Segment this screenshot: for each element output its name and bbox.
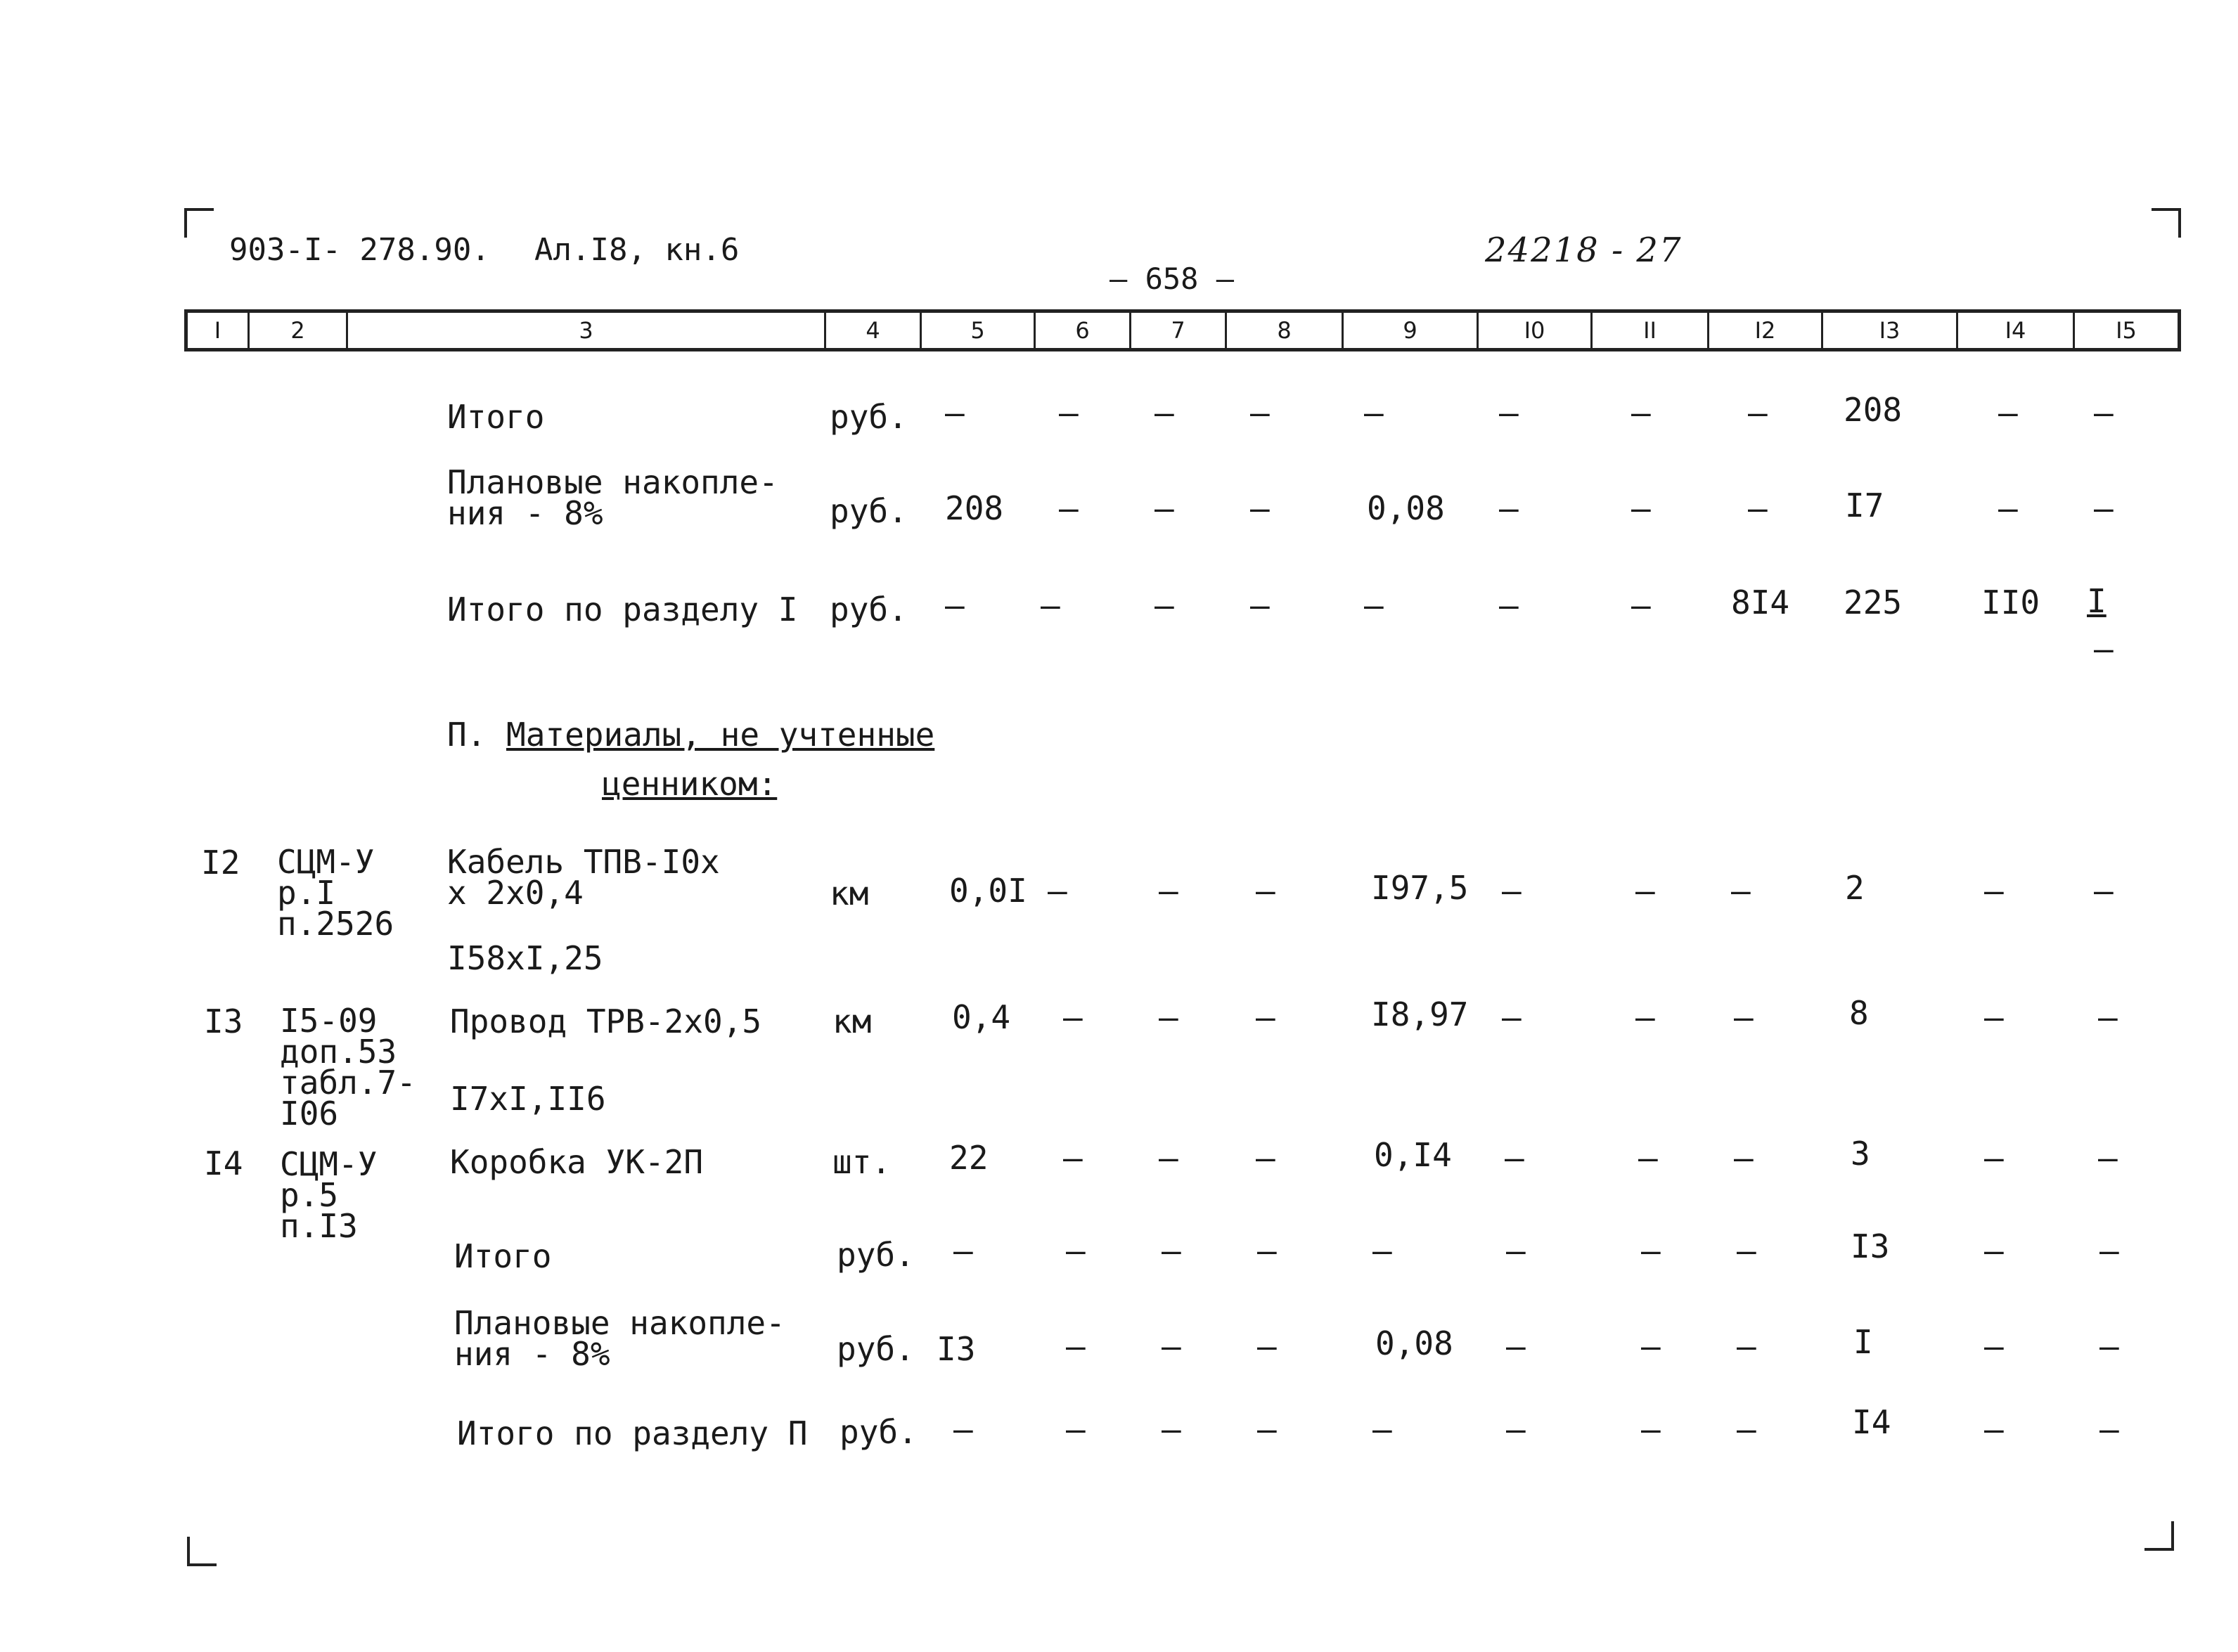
cell-c7: – bbox=[1162, 1410, 1181, 1448]
cell-c15: – bbox=[2099, 1327, 2119, 1365]
col-header-4: 4 bbox=[826, 313, 922, 348]
cell-c9: 0,08 bbox=[1375, 1324, 1453, 1362]
row-name-line2: ния - 8% bbox=[454, 1335, 610, 1373]
cell-c15: – bbox=[2094, 872, 2114, 910]
cell-c15: – bbox=[2098, 1139, 2118, 1177]
col-header-9: 9 bbox=[1344, 313, 1479, 348]
album-reference: Ал.I8, кн.6 bbox=[534, 232, 740, 268]
cell-c12: 8I4 bbox=[1731, 583, 1790, 621]
cell-c6: – bbox=[1066, 1232, 1086, 1270]
item-ref-line3: табл.7- bbox=[280, 1064, 416, 1102]
cell-c9: – bbox=[1372, 1410, 1392, 1448]
cell-c13: I7 bbox=[1845, 486, 1884, 524]
cell-c14: – bbox=[1984, 1327, 2004, 1365]
cell-c8: – bbox=[1250, 489, 1270, 527]
cell-c13: I4 bbox=[1852, 1403, 1891, 1441]
cell-c9: 0,08 bbox=[1367, 489, 1445, 527]
item-ref-line1: СЦМ-У bbox=[277, 843, 375, 881]
cell-c13: I3 bbox=[1851, 1227, 1890, 1265]
cell-c6: – bbox=[1066, 1410, 1086, 1448]
item-calc: I58хI,25 bbox=[447, 939, 603, 977]
cell-c15: – bbox=[2099, 1232, 2119, 1270]
cell-c7: – bbox=[1155, 394, 1174, 432]
row-unit: руб. bbox=[830, 492, 908, 530]
cell-c11: – bbox=[1641, 1327, 1661, 1365]
row-name-line1: Плановые накопле- bbox=[454, 1304, 785, 1342]
cell-c5: 0,0I bbox=[949, 872, 1027, 910]
cell-c8: – bbox=[1256, 872, 1275, 910]
corner-mark-bottom-right bbox=[2144, 1521, 2174, 1551]
cell-c7: – bbox=[1159, 998, 1178, 1036]
item-number: I3 bbox=[204, 1002, 243, 1040]
cell-c14: – bbox=[1984, 1139, 2004, 1177]
col-header-6: 6 bbox=[1036, 313, 1131, 348]
col-header-2: 2 bbox=[250, 313, 348, 348]
col-header-3: 3 bbox=[348, 313, 826, 348]
col-header-13: I3 bbox=[1823, 313, 1958, 348]
cell-c14: II0 bbox=[1981, 583, 2040, 621]
cell-c15: – bbox=[2094, 489, 2114, 527]
cell-c5: – bbox=[945, 394, 965, 432]
col-header-15: I5 bbox=[2116, 317, 2137, 344]
item-unit: км bbox=[830, 875, 869, 912]
cell-c11: – bbox=[1635, 998, 1655, 1036]
corner-mark-top-left bbox=[184, 208, 214, 238]
col-header-7: 7 bbox=[1131, 313, 1227, 348]
cell-c12: – bbox=[1731, 872, 1751, 910]
item-name: Коробка УК-2П bbox=[450, 1143, 704, 1181]
cell-c7: – bbox=[1155, 489, 1174, 527]
cell-c7: – bbox=[1159, 872, 1178, 910]
item-ref-line2: доп.53 bbox=[280, 1033, 397, 1071]
page-number: — 658 — bbox=[1110, 262, 1235, 296]
cell-c5: 208 bbox=[945, 489, 1004, 527]
cell-c10: – bbox=[1499, 394, 1519, 432]
cell-c13: 208 bbox=[1844, 391, 1903, 429]
cell-c9: – bbox=[1372, 1232, 1392, 1270]
cell-c13: 3 bbox=[1851, 1135, 1870, 1173]
cell-c15: – bbox=[2099, 1410, 2119, 1448]
handwritten-number: 24218 - 27 bbox=[1485, 231, 1683, 270]
cell-c14: – bbox=[1984, 1232, 2004, 1270]
cell-c12: – bbox=[1734, 998, 1754, 1036]
col-header-12: I2 bbox=[1709, 313, 1823, 348]
cell-c7: – bbox=[1162, 1327, 1181, 1365]
cell-c9: I97,5 bbox=[1371, 869, 1469, 907]
cell-c5: 0,4 bbox=[952, 998, 1011, 1036]
row-name: Итого bbox=[447, 398, 545, 436]
item-unit: км bbox=[832, 1002, 872, 1040]
cell-c9: 0,I4 bbox=[1374, 1136, 1452, 1174]
row-name-line2: ния - 8% bbox=[447, 494, 603, 532]
col-header-10: I0 bbox=[1479, 313, 1593, 348]
cell-c10: – bbox=[1499, 489, 1519, 527]
cell-c14: – bbox=[1984, 1410, 2004, 1448]
column-header-bar bbox=[184, 309, 2181, 351]
col-header-1: I bbox=[188, 313, 250, 348]
section2-title-line1: Материалы, не учтенные bbox=[506, 716, 935, 754]
item-ref-line1: I5-09 bbox=[280, 1002, 378, 1040]
cell-c6: – bbox=[1059, 394, 1079, 432]
item-unit: шт. bbox=[832, 1143, 892, 1181]
cell-c15: – bbox=[2094, 394, 2114, 432]
item-ref-line4: I06 bbox=[280, 1095, 339, 1132]
row-unit: руб. bbox=[837, 1330, 915, 1368]
cell-c9: – bbox=[1364, 394, 1384, 432]
cell-c8: – bbox=[1257, 1327, 1277, 1365]
cell-c5: – bbox=[953, 1232, 973, 1270]
item-number: I4 bbox=[204, 1144, 243, 1182]
cell-c5: – bbox=[953, 1410, 973, 1448]
section2-title-prefix: П. bbox=[447, 716, 487, 754]
col-header-11: II bbox=[1593, 313, 1709, 348]
cell-c13: 8 bbox=[1849, 994, 1869, 1032]
cell-c8: – bbox=[1257, 1232, 1277, 1270]
row-name-line1: Плановые накопле- bbox=[447, 463, 778, 501]
cell-c12: – bbox=[1748, 489, 1768, 527]
item-ref-line2: р.5 bbox=[280, 1176, 339, 1214]
cell-c14: – bbox=[1984, 998, 2004, 1036]
document-code: 903-I- 278.90. bbox=[229, 232, 490, 268]
cell-c10: – bbox=[1506, 1327, 1526, 1365]
item-name-line2: х 2х0,4 bbox=[447, 874, 584, 912]
cell-c6: – bbox=[1066, 1327, 1086, 1365]
cell-c6: – bbox=[1041, 586, 1060, 624]
cell-c14: – bbox=[1998, 394, 2018, 432]
cell-c5: I3 bbox=[937, 1330, 976, 1368]
cell-c12: – bbox=[1737, 1232, 1756, 1270]
cell-c8: – bbox=[1250, 394, 1270, 432]
item-ref-line3: п.2526 bbox=[277, 905, 394, 943]
cell-c11: – bbox=[1631, 394, 1651, 432]
cell-c6: – bbox=[1048, 872, 1067, 910]
cell-c10: – bbox=[1506, 1232, 1526, 1270]
cell-c14: – bbox=[1998, 489, 2018, 527]
cell-c12: – bbox=[1734, 1139, 1754, 1177]
cell-c7: – bbox=[1159, 1139, 1178, 1177]
section2-title-line2: ценником: bbox=[602, 765, 778, 803]
cell-c11: – bbox=[1641, 1410, 1661, 1448]
row-name: Итого по разделу П bbox=[457, 1414, 808, 1452]
cell-c6: – bbox=[1063, 998, 1083, 1036]
row-unit: руб. bbox=[830, 591, 908, 628]
cell-c13: 2 bbox=[1845, 869, 1865, 907]
item-ref-line3: п.I3 bbox=[280, 1207, 358, 1245]
cell-c14: – bbox=[1984, 872, 2004, 910]
col-header-14: I4 bbox=[1958, 313, 2075, 348]
cell-c8: – bbox=[1256, 998, 1275, 1036]
cell-c5: – bbox=[945, 586, 965, 624]
cell-c15-below: – bbox=[2094, 630, 2114, 668]
cell-c6: – bbox=[1059, 489, 1079, 527]
cell-c10: – bbox=[1506, 1410, 1526, 1448]
cell-c11: – bbox=[1635, 872, 1655, 910]
cell-c11: – bbox=[1641, 1232, 1661, 1270]
cell-c8: – bbox=[1257, 1410, 1277, 1448]
item-name-line1: Кабель ТПВ-I0х bbox=[447, 843, 720, 881]
cell-c7: – bbox=[1162, 1232, 1181, 1270]
row-unit: руб. bbox=[837, 1236, 915, 1274]
cell-c11: – bbox=[1631, 586, 1651, 624]
cell-c13: 225 bbox=[1844, 583, 1903, 621]
cell-c5: 22 bbox=[949, 1139, 989, 1177]
item-number: I2 bbox=[201, 844, 240, 882]
cell-c15: I bbox=[2087, 582, 2107, 620]
row-unit: руб. bbox=[830, 398, 908, 436]
corner-mark-top-right bbox=[2152, 208, 2181, 238]
cell-c10: – bbox=[1502, 998, 1522, 1036]
cell-c10: – bbox=[1502, 872, 1522, 910]
col-header-5: 5 bbox=[922, 313, 1036, 348]
cell-c13: I bbox=[1853, 1323, 1873, 1361]
cell-c12: – bbox=[1748, 394, 1768, 432]
item-ref-line1: СЦМ-У bbox=[280, 1145, 378, 1183]
cell-c6: – bbox=[1063, 1139, 1083, 1177]
cell-c9: I8,97 bbox=[1371, 995, 1469, 1033]
cell-c8: – bbox=[1256, 1139, 1275, 1177]
row-name: Итого по разделу I bbox=[447, 591, 798, 628]
cell-c10: – bbox=[1505, 1139, 1524, 1177]
cell-c11: – bbox=[1631, 489, 1651, 527]
col-header-8: 8 bbox=[1227, 313, 1344, 348]
cell-c10: – bbox=[1499, 586, 1519, 624]
row-name: Итого bbox=[454, 1237, 552, 1275]
cell-c8: – bbox=[1250, 586, 1270, 624]
row-unit: руб. bbox=[840, 1413, 918, 1451]
cell-c15: – bbox=[2098, 998, 2118, 1036]
item-calc: I7хI,II6 bbox=[450, 1080, 606, 1118]
cell-c7: – bbox=[1155, 586, 1174, 624]
cell-c9: – bbox=[1364, 586, 1384, 624]
item-ref-line2: р.I bbox=[277, 874, 336, 912]
corner-mark-bottom-left bbox=[187, 1537, 217, 1566]
cell-c11: – bbox=[1638, 1139, 1658, 1177]
item-name: Провод ТРВ-2х0,5 bbox=[450, 1002, 762, 1040]
cell-c12: – bbox=[1737, 1410, 1756, 1448]
cell-c12: – bbox=[1737, 1327, 1756, 1365]
